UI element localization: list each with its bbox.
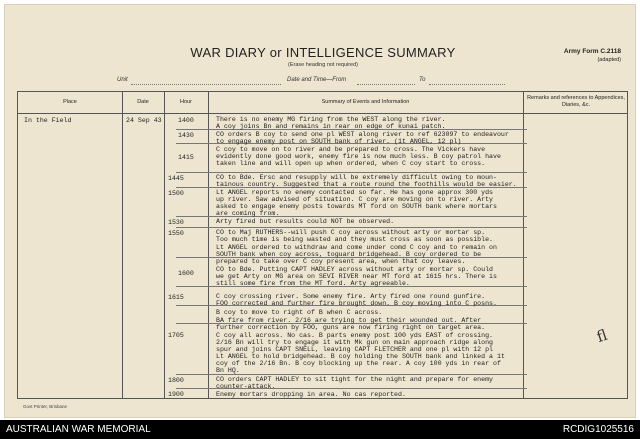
diary-line: B coy to move to right of B when C across. bbox=[216, 309, 383, 316]
diary-line: C coy to move on to river and be prepared to cross. The Vickers have bbox=[216, 146, 486, 153]
hour-cell: 1550 bbox=[168, 230, 184, 237]
to-label: To bbox=[419, 77, 426, 83]
place-cell: In the Field bbox=[24, 117, 72, 124]
diary-page bbox=[4, 4, 636, 418]
diary-line: CO orders CAPT HADLEY to sit tight for the night and prepare for enemy bbox=[216, 376, 493, 383]
header-date: Date bbox=[137, 98, 149, 105]
diary-line: we get Arty on MG area on SEVI RIVER near MT ford at 1615 hrs. There is bbox=[216, 273, 497, 280]
diary-line: evidently done good work, enemy fire is now much less. B coy patrol have bbox=[216, 153, 501, 160]
diary-line: tainous country. Suggested that a route round the foothills would be easier. bbox=[216, 181, 517, 188]
diary-line: Lt ANGEL reports no enemy contacted so far. He has gone approx 300 yds bbox=[216, 189, 493, 196]
entry-rule bbox=[176, 227, 527, 228]
diary-line: There is no enemy MG firing from the WEST along the river. bbox=[216, 116, 446, 123]
hour-cell: 1800 bbox=[168, 377, 184, 384]
unit-rule bbox=[131, 84, 281, 85]
diary-line: A coy joins Bn and remains in rear on edge of kunai patch. bbox=[216, 123, 446, 130]
hour-cell: 1445 bbox=[168, 175, 184, 182]
diary-line: still some fire from the MT ford. Arty agreeable. bbox=[216, 280, 410, 287]
diary-line: CO to Bde. Putting CAPT HADLEY across without arty or mortar sp. Could bbox=[216, 266, 493, 273]
diary-line: taken line and will open up when ordered, when C coy start to cross. bbox=[216, 160, 486, 167]
record-id: RCDIG1025516 bbox=[562, 424, 634, 435]
diary-line: 2/16 Bn will try to engage it with Mk gun on main approach ridge along bbox=[216, 339, 493, 346]
diary-line: FOO corrected and further fire brought down. B coy moving into C posns. bbox=[216, 300, 497, 307]
diary-line: asked to engage enemy posts towards MT ford on SOUTH bank where mortars bbox=[216, 203, 497, 210]
diary-line: CO to Bde. Ersc and resupply will be extremely difficult owing to moun- bbox=[216, 174, 497, 181]
header-hour: Hour bbox=[180, 98, 192, 105]
column-divider bbox=[208, 92, 209, 398]
header-remarks: Remarks and references to Appendices, Diaries, &c. bbox=[527, 95, 625, 108]
diary-line: coy of the 2/16 Bn. B coy blocking up the rear. A coy 100 yds in rear of bbox=[216, 360, 501, 367]
date-rule bbox=[357, 84, 415, 85]
archive-name: AUSTRALIAN WAR MEMORIAL bbox=[6, 424, 151, 435]
date-cell: 24 Sep 43 bbox=[126, 117, 162, 124]
diary-line: SOUTH bank when coy across, toguard bridgehead. B coy ordered to be bbox=[216, 251, 482, 258]
header-summary: Summary of Events and Information bbox=[321, 98, 410, 105]
diary-line: up river. Saw advised of situation. C coy are moving on to river. Arty bbox=[216, 196, 493, 203]
diary-line: to engage enemy post on SOUTH bank of river. (1t ANGEL, 12 pl) bbox=[216, 138, 462, 145]
hour-cell: 1415 bbox=[178, 154, 194, 161]
form-note: (adapted) bbox=[597, 56, 621, 63]
form-name: Army Form C.2118 bbox=[563, 48, 621, 55]
hour-cell: 1500 bbox=[168, 190, 184, 197]
entry-rule bbox=[176, 172, 527, 173]
diary-line: counter-attack. bbox=[216, 383, 276, 390]
hour-cell: 1530 bbox=[168, 219, 184, 226]
diary-line: Lt ANGEL ordered to withdraw and come under comd C coy and to remain on bbox=[216, 244, 497, 251]
diary-line: BA fire from river. 2/16 are trying to get their wounded out. After bbox=[216, 317, 482, 324]
diary-line: prepared to take over C coy present area, when that coy leaves. bbox=[216, 258, 466, 265]
header-rule bbox=[18, 113, 627, 114]
column-divider bbox=[122, 92, 123, 398]
document-subtitle: (Erase heading not required) bbox=[287, 62, 358, 68]
document-title: WAR DIARY or INTELLIGENCE SUMMARY bbox=[190, 45, 456, 60]
date-from-label: Date and Time—From bbox=[287, 77, 347, 83]
diary-line: Lt ANGEL to hold bridgehead. B coy holding the SOUTH bank and linked a 1t bbox=[216, 353, 505, 360]
unit-label: Unit bbox=[117, 77, 128, 83]
diary-line: Arty fired but results could NOT be observed. bbox=[216, 218, 395, 225]
diary-line: Enemy mortars dropping in area. No cas reported. bbox=[216, 391, 406, 398]
diary-line: C coy all across. No cas. B parts enemy post 100 yds EAST of crossing. bbox=[216, 332, 493, 339]
archive-footer bbox=[0, 420, 640, 439]
to-rule bbox=[429, 84, 505, 85]
hour-cell: 1400 bbox=[178, 117, 194, 124]
hour-cell: 1705 bbox=[168, 332, 184, 339]
diary-table bbox=[17, 91, 628, 399]
hour-cell: 1900 bbox=[168, 391, 184, 398]
diary-line: are coming from. bbox=[216, 210, 280, 217]
diary-line: C coy crossing river. Some enemy fire. Arty fired one round gunfire. bbox=[216, 293, 486, 300]
form-number bbox=[564, 48, 621, 64]
diary-line: CO to Maj RUTHERS--will push C coy across without arty or mortar sp. bbox=[216, 229, 486, 236]
handwritten-initials: fl bbox=[594, 325, 610, 347]
diary-line: CO orders B coy to send one pl WEST along river to ref 623097 to endeavour bbox=[216, 131, 509, 138]
printer-mark: Govt Printer, Brisbane bbox=[23, 404, 68, 409]
hour-cell: 1615 bbox=[168, 294, 184, 301]
diary-line: spur and joins CAPT SNELL, leaving CAPT FLETCHER and one pl with 12 pl bbox=[216, 346, 493, 353]
column-divider bbox=[164, 92, 165, 398]
diary-line: Too much time is being wasted and they must cross as soon as possible. bbox=[216, 236, 493, 243]
hour-cell: 1430 bbox=[178, 132, 194, 139]
hour-cell: 1600 bbox=[178, 270, 194, 277]
diary-line: Bn HQ. bbox=[216, 367, 240, 374]
header-place: Place bbox=[63, 98, 77, 105]
diary-line: further correction by FOO, guns are now firing right on target area. bbox=[216, 324, 486, 331]
